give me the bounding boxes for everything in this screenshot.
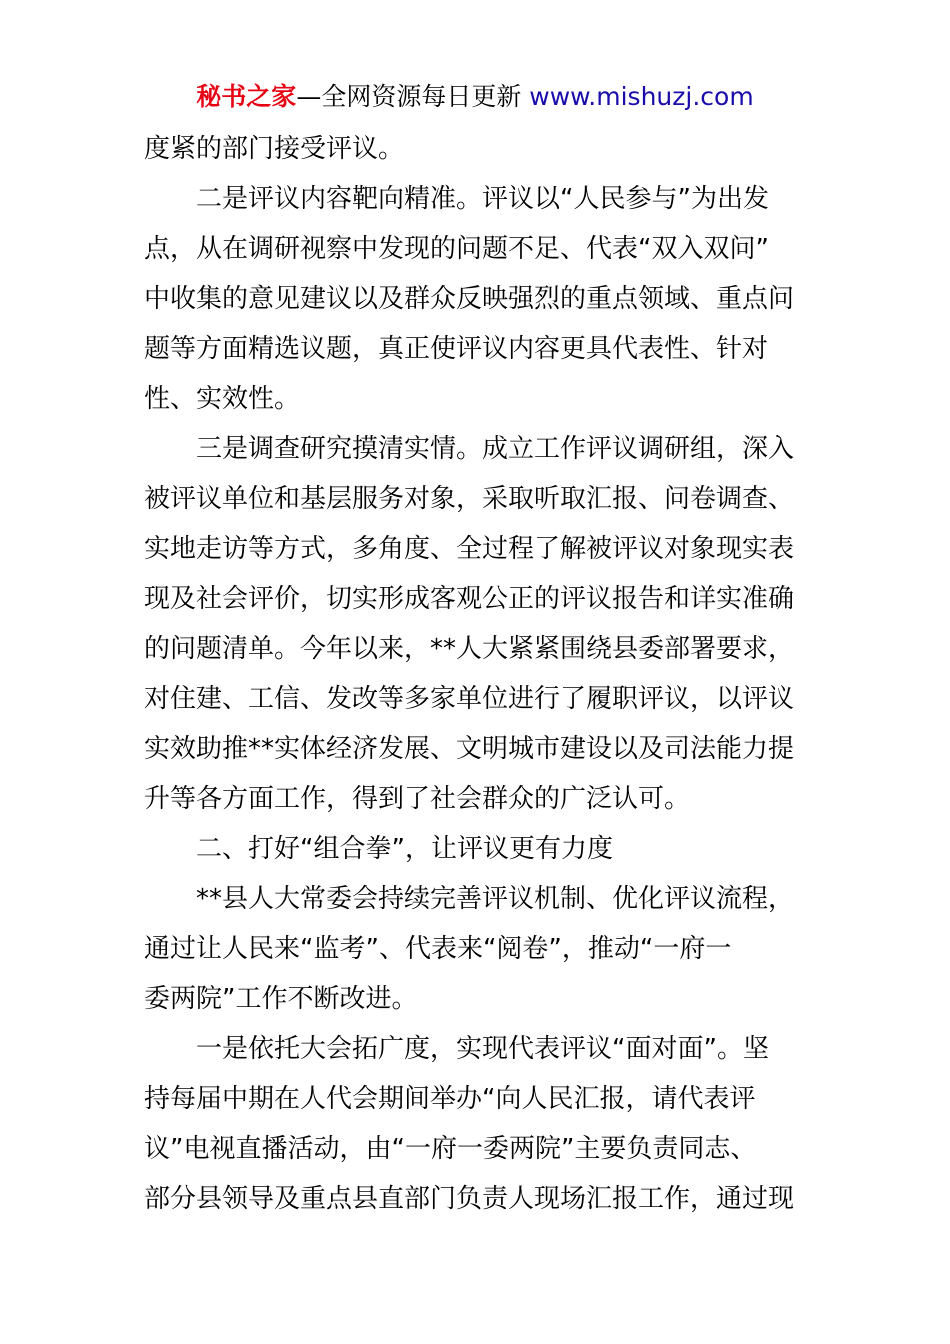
text-line: 议”电视直播活动，由“一府一委两院”主要负责同志、 xyxy=(144,1134,757,1164)
paragraph-start: 三是调查研究摸清实情。成立工作评议调研组，深入 xyxy=(196,434,795,464)
text-line: 的问题清单。今年以来，**人大紧紧围绕县委部署要求， xyxy=(144,634,795,664)
text-line: 升等各方面工作，得到了社会群众的广泛认可。 xyxy=(144,784,691,814)
text-line: 实效助推**实体经济发展、文明城市建设以及司法能力提 xyxy=(144,734,795,764)
text-line: 实地走访等方式，多角度、全过程了解被评议对象现实表 xyxy=(144,534,795,564)
text-line: 题等方面精选议题，真正使评议内容更具代表性、针对 xyxy=(144,334,769,364)
paragraph-start: 二是评议内容靶向精准。评议以“人民参与”为出发 xyxy=(196,184,769,214)
text-line: 中收集的意见建议以及群众反映强烈的重点领域、重点问 xyxy=(144,284,795,314)
text-line: 持每届中期在人代会期间举办“向人民汇报，请代表评 xyxy=(144,1084,756,1114)
brand-name: 秘书之家 xyxy=(196,82,297,111)
header-tagline: —全网资源每日更新 xyxy=(296,82,530,111)
section-heading: 二、打好“组合拳”，让评议更有力度 xyxy=(196,834,613,864)
site-url[interactable]: www.mishuzj.com xyxy=(529,82,754,111)
text-line: 对住建、工信、发改等多家单位进行了履职评议，以评议 xyxy=(144,684,795,714)
text-line: 现及社会评价，切实形成客观公正的评议报告和详实准确 xyxy=(144,584,795,614)
text-line: 度紧的部门接受评议。 xyxy=(144,134,405,164)
text-line: 通过让人民来“监考”、代表来“阅卷”，推动“一府一 xyxy=(144,934,732,964)
paragraph-start: **县人大常委会持续完善评议机制、优化评议流程， xyxy=(196,884,795,914)
page-header xyxy=(0,80,950,114)
text-line: 被评议单位和基层服务对象，采取听取汇报、问卷调查、 xyxy=(144,484,795,514)
text-line: 委两院”工作不断改进。 xyxy=(144,984,418,1014)
document-body xyxy=(144,124,814,1224)
paragraph-start: 一是依托大会拓广度，实现代表评议“面对面”。坚 xyxy=(196,1034,769,1064)
text-line: 部分县领导及重点县直部门负责人现场汇报工作，通过现 xyxy=(144,1184,795,1214)
text-line: 点，从在调研视察中发现的问题不足、代表“双入双问” xyxy=(144,234,769,264)
text-line: 性、实效性。 xyxy=(144,384,301,414)
